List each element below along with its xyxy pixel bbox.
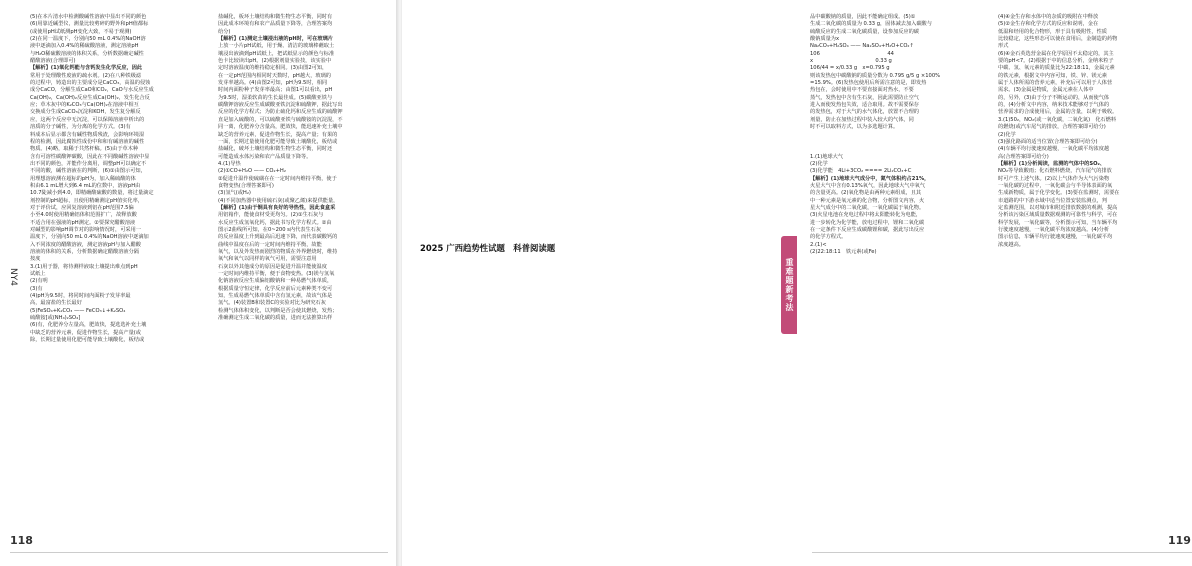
text-line: (3)氢气(或H₂) — [218, 190, 251, 197]
text-line: 的，(4)分析文中内容，纳米技术能够对于气体的 — [998, 102, 1110, 109]
text-line: 属于人体所需的营养元素，补充后可以用于人体营 — [998, 80, 1113, 87]
text-line: 106 44 — [810, 50, 894, 57]
text-line: 时间内面粉种子发芽率最高；由图1可以看出，pH — [218, 87, 333, 94]
text-line: (3)强化路面的适当位置(合理答案即可给分) — [998, 138, 1098, 145]
text-line: 品中碳酸钠的质量，因此不能确定组成。(5)① — [810, 14, 916, 20]
text-line: 【解析】(1)测定土壤浸出液的pH时，可在玻璃片 — [218, 36, 333, 43]
text-line: 星大气成分中的二氧化碳，一氧化碳属于氧化物。 — [810, 204, 925, 211]
text-line: 的燃烧(或汽车尾气的排放，合理答案即可给分) — [998, 124, 1106, 131]
text-line: 给分) — [218, 28, 231, 35]
text-line: 料成本后显示都含有碱性物质残渣，会影响环境湿 — [30, 131, 145, 138]
text-line: 中一种元素是氧元素的化合物，分析图文内容，火 — [810, 197, 925, 204]
text-line: 【解析】(1)地球大气成分中，氮气体积约占21%， — [810, 175, 930, 182]
text-line: 需求。(3)金属是物质，金属元素在人体中 — [998, 87, 1094, 94]
text-line: x 0.33 g — [810, 58, 892, 65]
text-line: (4)不同加热器中使用硫石灰(或聚乙烯)来提供能量， — [218, 197, 339, 204]
text-line: 剂控制的pH超标，且使用精确测定pH值实化率， — [30, 197, 143, 204]
text-line: (2)化学 — [810, 160, 828, 167]
text-line: (6)有，化肥养分左量高，肥效快，提选选补充土壤 — [30, 322, 147, 329]
text-line: 直是加入硫酸的，可以硫酸亚铁与硫酸铵的沉淀混，不 — [218, 116, 343, 123]
text-line: 石灰以外其他成分的原因是促进升温并能使温度 — [218, 263, 327, 270]
text-line: Na₂CO₃+H₂SO₄ —— Na₂SO₄+H₂O+CO₂↑ — [810, 43, 914, 50]
text-line: 除，长期过量使用化肥可能导致土壤酸化，板结或 — [30, 337, 145, 344]
text-line: (2)①CO+H₂O —— CO₂+H₂ — [218, 168, 286, 175]
text-line: 106/44 = x/0.33 g x=0.795 g — [810, 65, 890, 72]
text-line: 溶质的分子碱性，为分离的化学方式。(3)有 — [30, 124, 131, 131]
text-line: 要的pH<7。(2)根据于中的信息分析，金纳米粒子 — [998, 58, 1114, 65]
text-line: (4)车辆平均行驶速度越慢，一氧化碳平均浓度越 — [998, 146, 1110, 153]
text-line: 的反应温度上升到最高后迅速下降，而代表碳酸钙的 — [218, 234, 338, 241]
text-line: 蒸气，发热包中含有生石灰，因此需要防止空气 — [810, 94, 919, 101]
text-line: (6)④金石英选营金属在化学原因不太稳定的，其主 — [998, 50, 1114, 57]
text-line: 含有可溶性碳酸钾碳酸，因此在不同酸碱性溶液中显 — [30, 153, 150, 160]
text-line: 高(合理答案即可给分) — [998, 153, 1049, 160]
text-line: 与H₂O稀硫酸溶液的体积关系，分析数据确定碱性 — [30, 50, 144, 57]
text-line: 硫酸反应的生成二氧化碳质量，设参加反应的碳 — [810, 28, 919, 35]
text-line: 酸钠质量为x — [810, 36, 840, 43]
text-line: 浓度越高。 — [998, 241, 1024, 248]
text-line: 火星大气中含有0.13%氧气，因此地球大气中氧气 — [810, 182, 926, 189]
right-page-column-1 — [810, 14, 986, 256]
left-footer-rule — [10, 552, 388, 553]
text-line: 的含量更高。(2)氧化物是由两种元素组成，且其 — [810, 190, 922, 197]
text-line: (5)②金生存和化学方式的反应和说明，金在 — [998, 21, 1099, 28]
section-heading: 2025 广西趋势性试题 科普阅读题 — [420, 243, 556, 253]
text-line: 曲线中温度在后的一定时间内维持平衡，故能 — [218, 241, 322, 248]
text-line: 溶液的体积的关系，分析数据确定醋酸溶液分隔 — [30, 249, 139, 255]
text-line: 反应的化学方程式；为防止硫化钙和反应生成的硫酸钾 — [218, 109, 343, 116]
text-line: 一氧化碳的过程中，一氧化碳会与半导体表面的氧 — [998, 182, 1113, 189]
text-line: 可能造成水体污染和农产品质量下降等。 — [218, 153, 312, 160]
text-line: 定时溶液温度的维持稳定相同。(3)由图2可知， — [218, 65, 328, 72]
text-line: 氧气和氧气以同样的氧气可用，需要注意用 — [218, 256, 317, 263]
text-line: 盐碱化，破坏土壤结构和微生物生态平衡，同时还 — [218, 146, 333, 153]
text-line: 1.(1)地球大气 — [810, 153, 844, 160]
text-line: 4.(1)导热 — [218, 160, 241, 167]
text-line: 【解析】(1)分析阅读，监测的气体中的SO₂、 — [998, 160, 1105, 167]
text-line: 氢气。(4)装置B和装置C的实验对比为研究石灰 — [218, 300, 326, 307]
text-line: NO₂等导致酸雨；化石燃料燃烧，汽车尾气的排放 — [998, 168, 1112, 175]
text-line: (2)22:18:11 铁元素(或Fe) — [810, 248, 877, 255]
text-line: 检测气体体积变化，以判断是否会使其燃烧，发热； — [218, 307, 338, 314]
text-line: 化钠溶液反应生成偏铝酸钠和一种易燃气体单质， — [218, 278, 333, 285]
text-line: 生成二氧化碳的质量为 0.33 g，固体减去加入碳酸与 — [810, 21, 932, 28]
text-line: 盐碱化，板环土壤结构和微生物生态平衡，同时有 — [218, 14, 333, 20]
text-line: 一定时间内维持平衡，便于食物变热。(3)镁与氢氧 — [218, 271, 335, 278]
text-line: 对于评价试，应回复溶液到铝在pH范围7.5偏 — [30, 204, 134, 211]
text-line: 则该发热包中碳酸钠的质量分数为 0.795 g/5 g ×100% — [810, 72, 941, 79]
left-page-number: 118 — [10, 534, 33, 547]
text-line: 温度下，分别向50 mL 0.4%的NaOH溶液中逐滴加 — [30, 234, 149, 241]
text-line: (2)化学 — [998, 131, 1016, 138]
text-line: 交换成分生成CaCO₃沉淀和KOH，发生复分解反 — [30, 109, 141, 116]
text-line: 的发热包，对于大气的水气体化，放置不合理的 — [810, 109, 919, 116]
text-line: 的化学方程式。 — [810, 234, 847, 241]
text-line: 准确测定生成二氧化碳的质量，进而无法推算出样 — [218, 315, 333, 322]
text-line: (2)有明 — [30, 278, 48, 285]
text-line: 同一离，化肥养分含量高，肥效快，能迅速补充土壤中 — [218, 124, 343, 131]
text-line: 不适合用在强液的pH测定。②要探究醋酸溶液 — [30, 219, 136, 226]
text-line: 热包在，会时使用中不要直接面对热水，不要 — [810, 87, 914, 94]
text-line: (或使用pH试纸测pH变化大致，不易于观测) — [30, 28, 132, 35]
text-line: 营养需求的合成使用后，金属的含量，以利于吸收。 — [998, 109, 1118, 116]
text-line: 进入而使发热包失效，适合取用。故不需要保存 — [810, 102, 919, 109]
text-line: 【解析】(1)氧化钙能与含钙发生化学反应，因此 — [30, 65, 143, 72]
text-line: 壤浸出液滴到pH试纸上，把试纸显示的颜色与标准 — [218, 50, 335, 57]
text-line: 按度 — [30, 256, 41, 263]
text-line: 在一定pH范围内相同时天数时，pH越大，玻璃的 — [218, 72, 331, 79]
text-line: 因此成本环境有和农产品质量下降等，合理答案均 — [218, 21, 333, 28]
text-line: 的，另外，(3)由于分子不断运动的，从而使气体 — [998, 94, 1110, 101]
left-page-column-1 — [30, 14, 206, 344]
text-line: 3.(1)50₂，NO₂(或一氧化碳，二氧化氮) 化石燃料 — [998, 116, 1117, 123]
text-line: 2.(1)< — [810, 241, 827, 248]
left-page-column-2 — [218, 14, 394, 322]
text-line: 成分CaCO，分解生成CaO和CO₂，CaO与水反应生成 — [30, 87, 154, 94]
side-tab[interactable]: 重难题新考法 — [781, 236, 797, 334]
text-line: 用理想溶液测在超标的pH为，加入稀硫酸的体 — [30, 175, 136, 182]
text-line: 时可产生上述气体。(2)以上气体作为大气污染物 — [998, 175, 1110, 182]
text-line: 时不可以取料方式，以为多选题计算。 — [810, 124, 899, 131]
text-line: 【解析】(1)由于铜具有良好的导热性，因此食盒采 — [218, 204, 336, 211]
text-line: 的过程中，铸造出的主要成分是CaCO₃，高温的侵蚀 — [30, 80, 151, 87]
text-line: 色卡比较读出pH。(2)根据剂量实验技，该实验中 — [218, 58, 332, 65]
text-line: 为9.5时，湿柔软苗的生长最佳成。(5)碳酸亚铁与 — [218, 94, 333, 101]
text-line: 试纸上 — [30, 271, 46, 278]
text-line: =15.9%。(6)发热包使用后所需注意的是，即发热 — [810, 80, 927, 87]
text-line: 高，最富盐的生长最好 — [30, 300, 82, 307]
text-line: 出不同的颜色，并能作分离用，调整pH可以确定不 — [30, 160, 147, 167]
heading-gap — [810, 132, 986, 154]
text-line: ②促进升温作使硫磺在在一定时间内维持平衡，使于 — [218, 175, 337, 182]
text-line: 应，这两个反应中无沉淀，可以保障溶液中析出的 — [30, 116, 145, 123]
text-line: 比较稳定，这些形态可以使在食用后，金制造的药物 — [998, 36, 1118, 43]
text-line: 上放一小片pH试纸，用于燥、清洁的玻璃棒蘸取土 — [218, 43, 335, 50]
text-line: (5)FeSO₄+K₂CO₃ —— FeCO₃↓+K₂SO₄ — [30, 307, 126, 314]
text-line: 进一步转化为化学能，放电过程中，锂和二氧化碳 — [810, 219, 925, 226]
text-line: 定监测范围，以对城市和附近排放数据的观测，提高 — [998, 204, 1118, 211]
text-line: (4)pH为9.5时，将同时间内面粉子发芽率最 — [30, 293, 131, 300]
text-line: (3)火星电池在充电过程中将太阳能转化为电能， — [810, 212, 922, 219]
right-page-column-2 — [998, 14, 1176, 249]
text-line: (5)在本片清水中检测酸碱性溶液中显出不同的颜色 — [30, 14, 147, 20]
text-line: 中缺乏的营养元素，促进作物生长，提高产量(或 — [30, 329, 141, 336]
right-page-number: 119 — [1168, 534, 1191, 547]
text-line: 应；草木灰中的K₂CO₃与Ca(OH)₂在溶液中相互 — [30, 102, 139, 109]
text-line: 对碱型的影响pH调节对的影响情况时，可采用一 — [30, 226, 141, 233]
text-line: 水反应生成氢氧化钙，据此书写化学方程式。②由 — [218, 219, 332, 226]
text-line: 在一定条件下反应生成碳酸锂和碳，据此写出反应 — [810, 226, 925, 233]
text-line: 氧气，以及外发热而剧烈的物质在外界燃烧时，维持 — [218, 249, 338, 255]
text-line: 不同的酸，碱性溶液在的判断，(6)①由图示可知， — [30, 168, 146, 175]
text-line: 小至4.0时使用精确铝体积范围扩广，故释放酸 — [30, 212, 137, 219]
text-line: 入不同浓度的醋酸溶液，测定溶液pH与加入醋酸 — [30, 241, 141, 248]
text-line: 低温和经用的化合物形，形于具有吸附性，性质 — [998, 28, 1107, 35]
text-line: 剂量，防止在加热过程中装入较大的气体，同 — [810, 116, 914, 123]
text-line: 物质。(4)略，取稀于共然杆稿。(5)由于草木种 — [30, 146, 139, 153]
text-line: 行驶速度越慢，一氧化碳平均浓度越高。(4)分析 — [998, 226, 1110, 233]
text-line: Ca(OH)₂，Ca(OH)₂反应生成Ca(OH)₂，发生化合反 — [30, 94, 150, 101]
right-page — [402, 0, 1191, 566]
text-line: 一面，长期过量使用化肥可能导致土壤酸化，板结或 — [218, 138, 338, 145]
text-line: 图示2曲线所可知，在0~200 s内代表生石灰 — [218, 226, 322, 233]
text-line: 图示信息，车辆平均行驶速度越慢，一氧化碳平均 — [998, 234, 1113, 241]
text-line: 科学发展，一氧化碳等，分析图示可知，当车辆平均 — [998, 219, 1118, 226]
text-line: 碳酸钾溶液反应生成碳酸亚铁沉淀和硫酸钾，据此写出 — [218, 102, 343, 109]
text-line: 用铝箱作，能使食材受更均匀。(2)①生石灰与 — [218, 212, 324, 219]
left-side-mark: NY4 — [8, 268, 18, 286]
text-line: 发芽率越高。(4)由图2可知，pH为9.5时，相同 — [218, 80, 328, 87]
text-line: (6)用靠近碱型仪，测量比较剪碎的野外和pH值都标 — [30, 21, 149, 28]
text-line: 积由6.1 mL增大到6.4 mL的位数中，溶液pH由 — [30, 182, 141, 189]
text-line: (3)有 — [30, 285, 43, 292]
text-line: 根据质量守恒定律，化学反应前后元素种类不变可 — [218, 285, 333, 292]
text-line: 的铁元素，根据文中内容可知，铁、锌、镁元素 — [998, 72, 1107, 79]
text-line: 液中逐滴加入0.4%的稀硫酸溶液，测定溶液pH — [30, 43, 139, 50]
text-line: 硫酸铵[或(NH₄)₂SO₄] — [30, 315, 81, 322]
text-line: 形式 — [998, 43, 1009, 50]
text-line: 分析该污染区域质量数据观测的可靠性与科学，可在 — [998, 212, 1118, 219]
text-line: 缺乏的营养元素，促进作物生长，提高产量；有果的 — [218, 131, 338, 138]
text-line: 中碳、氢、氧元素的质量比为22:18:11，金属元素 — [998, 65, 1115, 72]
text-line: 10.7陡减小到4.0，即精确酸硫酸的数量，将过量滴定 — [30, 190, 154, 197]
text-line: (3)化学能 4Li+3CO₂ ==== 2Li₂CO₃+C — [810, 168, 912, 175]
text-line: 程的检测，因此腐蚀性成份中和和有碱溶液的碱性 — [30, 138, 145, 145]
text-line: 3.(1)用于器，将待测样液取土壤提出难点到pH — [30, 263, 138, 270]
text-line: 市道路的中下游水域中适当位置安装监测点，判 — [998, 197, 1107, 204]
text-line: 知，生成易燃气体单质中含有氢元素，故该气体是 — [218, 293, 333, 300]
left-page — [0, 0, 398, 566]
text-line: 常用于处理酸性废液的疏水剂。(2)在八种铁级滤 — [30, 72, 142, 79]
text-line: (2)在同一温度下，分别向50 mL 0.4%的NaOH溶 — [30, 36, 146, 43]
text-line: (4)④金生存和水体中的杂质的吸附在中释放 — [998, 14, 1099, 20]
text-line: 生成新物质，属于化学变化。(3)要在监测时，需要在 — [998, 190, 1120, 197]
text-line: 醋酸溶液(合理即可) — [30, 58, 76, 65]
right-footer-rule — [812, 552, 1192, 553]
text-line: 食物变热(合理答案即可) — [218, 182, 274, 189]
